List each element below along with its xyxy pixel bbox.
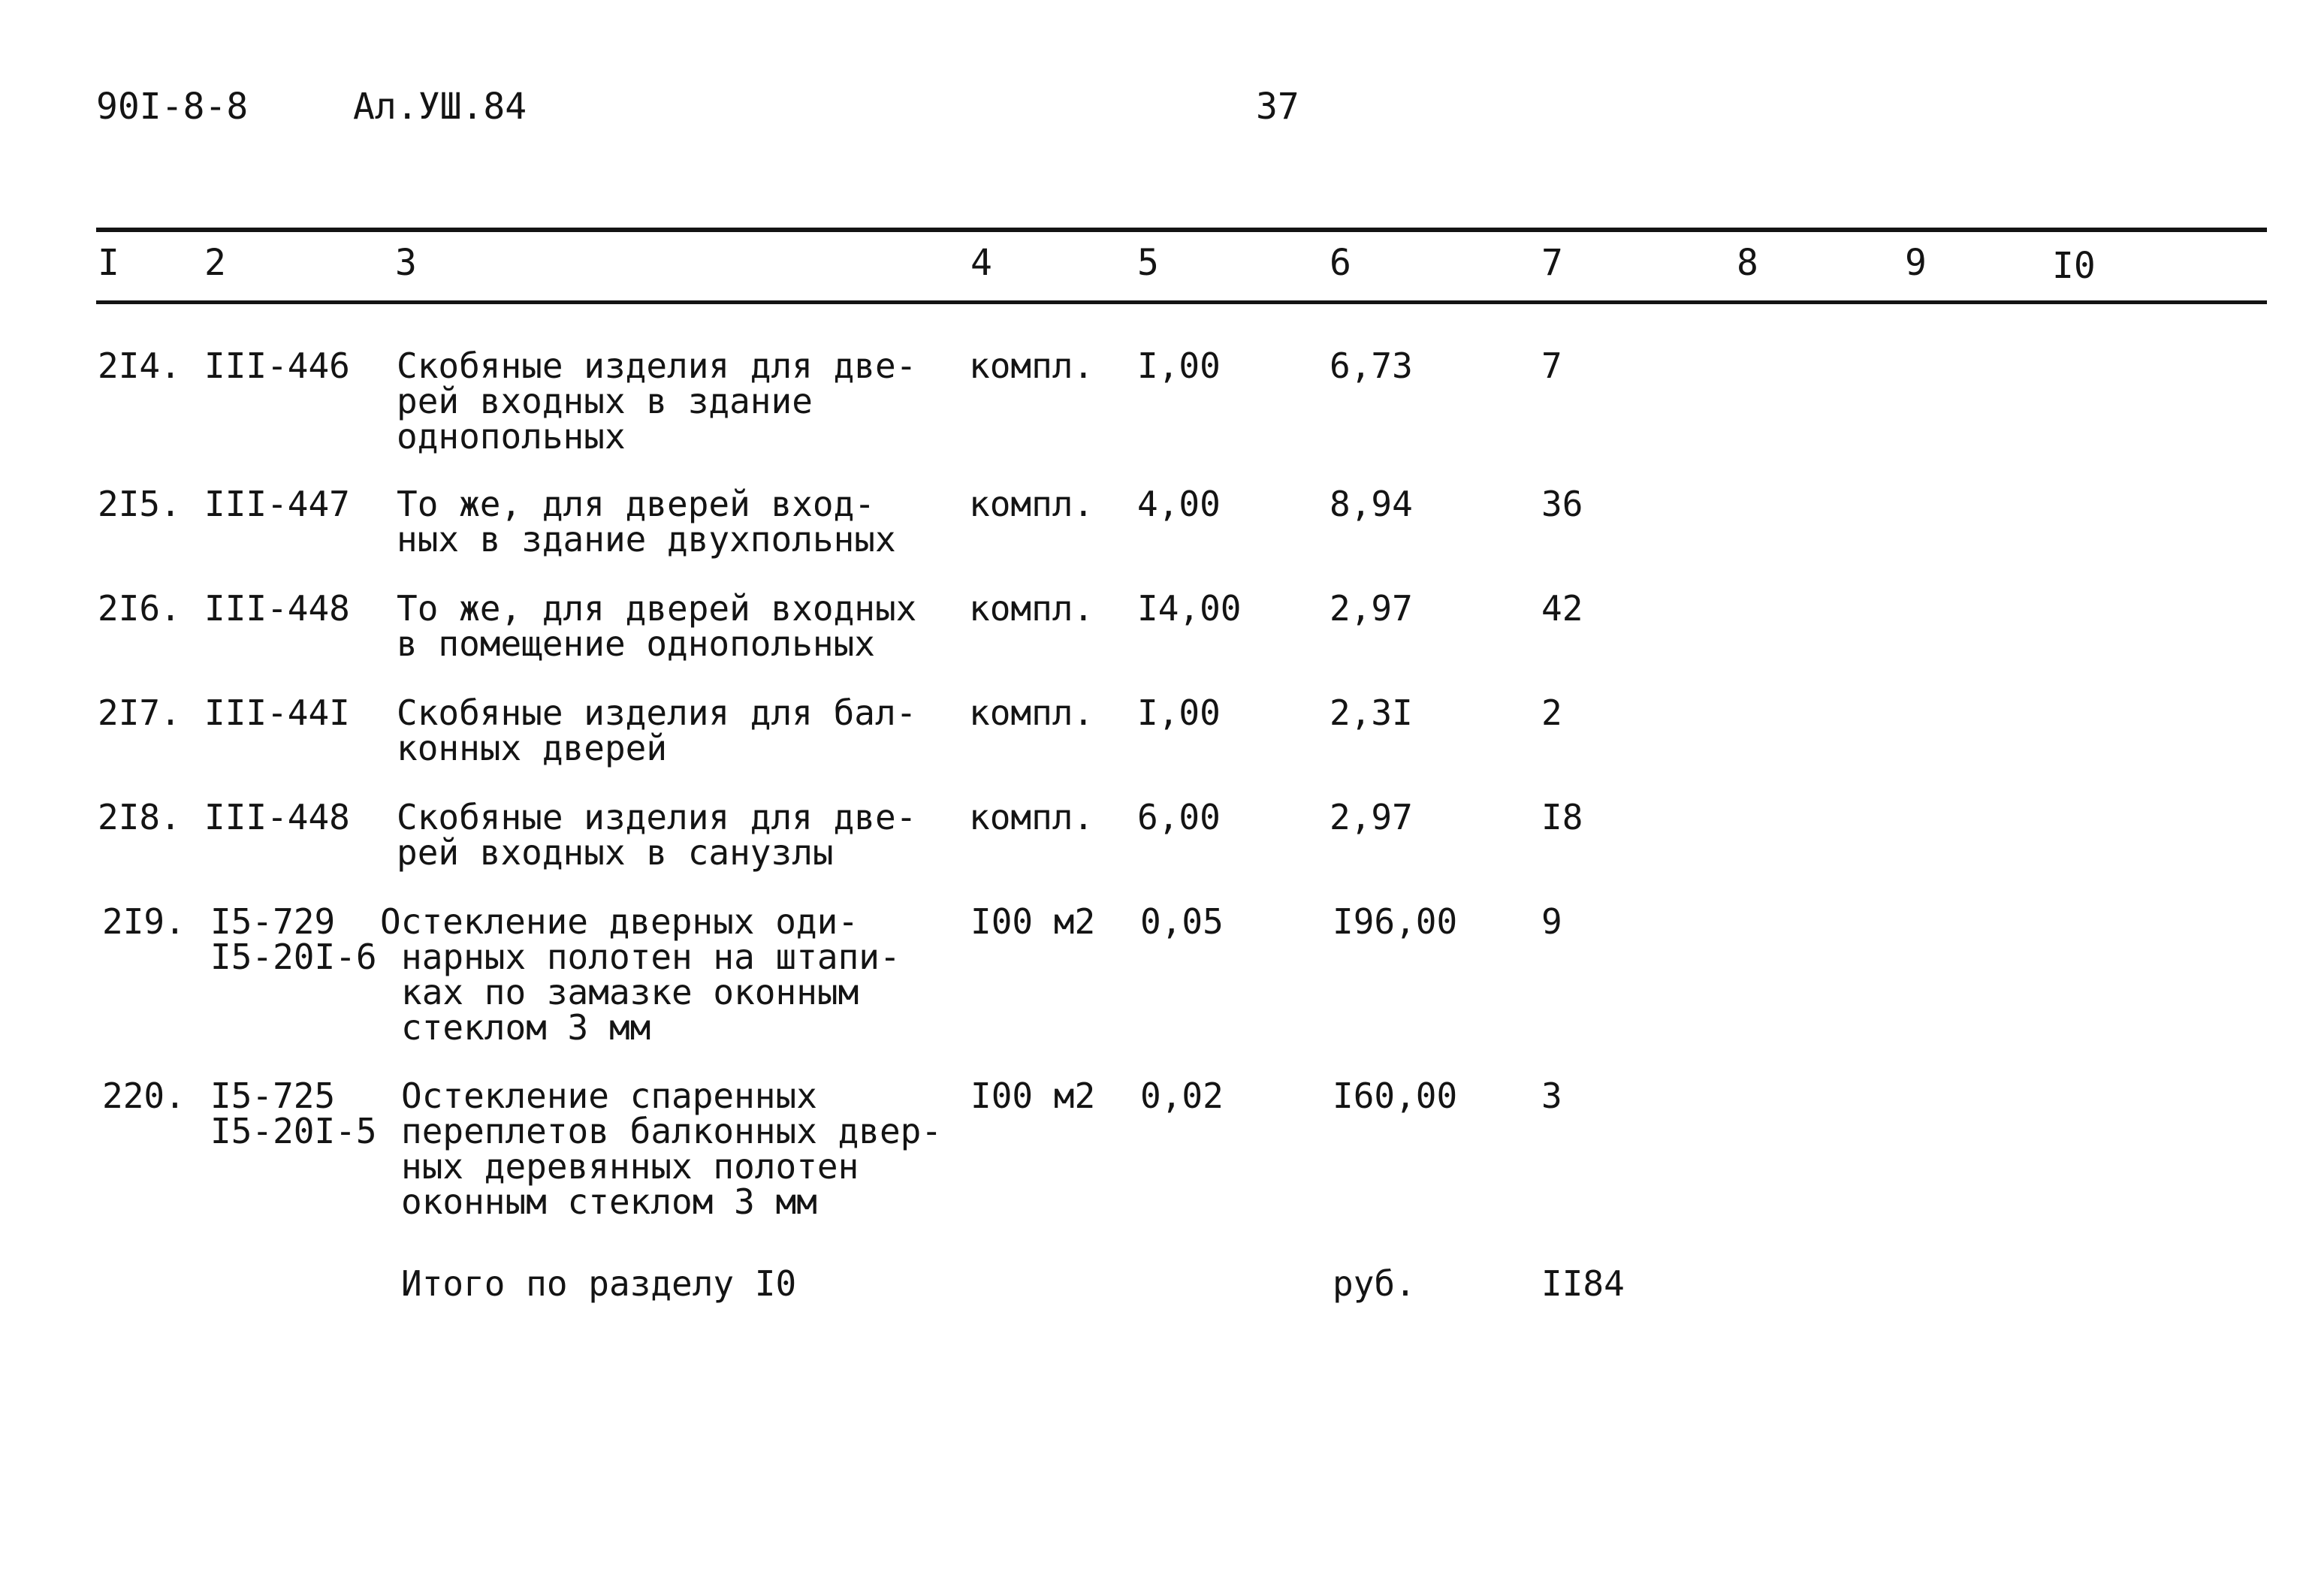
row-219-desc-line-2: нарных полотен на штапи- — [401, 937, 901, 977]
row-216-price: 2,97 — [1330, 588, 1413, 629]
column-header-7: 7 — [1541, 242, 1563, 284]
row-216-unit: компл. — [969, 588, 1094, 629]
row-218-desc-line-2: рей входных в санузлы — [397, 832, 834, 873]
row-219-total: 9 — [1541, 901, 1562, 942]
row-215-desc-line-1: То же, для дверей вход- — [397, 484, 875, 524]
column-header-3: 3 — [395, 242, 417, 284]
row-214-total: 7 — [1541, 345, 1562, 386]
row-214-desc-line-3: однопольных — [397, 416, 626, 457]
row-216-quantity: I4,00 — [1137, 588, 1242, 629]
row-219-code-line-2: I5-20I-6 — [210, 937, 377, 977]
row-216-desc-line-2: в помещение однопольных — [397, 623, 875, 664]
row-218-unit: компл. — [969, 797, 1094, 837]
row-214-price: 6,73 — [1330, 345, 1413, 386]
row-214-number: 2I4. — [98, 345, 181, 386]
row-219-quantity: 0,05 — [1140, 901, 1224, 942]
row-217-unit: компл. — [969, 692, 1094, 733]
row-216-code: III-448 — [204, 588, 350, 629]
row-218-desc-line-1: Скобяные изделия для две- — [397, 797, 917, 837]
row-217-total: 2 — [1541, 692, 1562, 733]
section-total-label: Итого по разделу I0 — [401, 1263, 797, 1304]
row-215-number: 2I5. — [98, 484, 181, 524]
row-219-code-line-1: I5-729 — [210, 901, 336, 942]
section-total-value: II84 — [1541, 1263, 1625, 1304]
row-215-price: 8,94 — [1330, 484, 1413, 524]
row-218-total: I8 — [1541, 797, 1583, 837]
row-215-total: 36 — [1541, 484, 1583, 524]
row-215-quantity: 4,00 — [1137, 484, 1221, 524]
row-220-code-line-2: I5-20I-5 — [210, 1111, 377, 1151]
row-218-price: 2,97 — [1330, 797, 1413, 837]
row-219-desc-line-1: Остекление дверных оди- — [380, 901, 859, 942]
row-219-price: I96,00 — [1333, 901, 1458, 942]
row-220-quantity: 0,02 — [1140, 1076, 1224, 1116]
row-218-code: III-448 — [204, 797, 350, 837]
row-220-unit: I00 м2 — [970, 1076, 1096, 1116]
row-215-unit: компл. — [969, 484, 1094, 524]
page-number: 37 — [1256, 86, 1299, 128]
row-214-unit: компл. — [969, 345, 1094, 386]
row-219-unit: I00 м2 — [970, 901, 1096, 942]
row-218-quantity: 6,00 — [1137, 797, 1221, 837]
row-214-code: III-446 — [204, 345, 350, 386]
row-215-code: III-447 — [204, 484, 350, 524]
row-220-price: I60,00 — [1333, 1076, 1458, 1116]
column-header-4: 4 — [970, 242, 992, 284]
row-219-desc-line-3: ках по замазке оконным — [401, 972, 859, 1012]
row-217-number: 2I7. — [98, 692, 181, 733]
column-header-6: 6 — [1330, 242, 1351, 284]
document-code: 90I-8-8 — [96, 86, 249, 128]
table-top-rule — [96, 228, 2267, 232]
column-header-10: I0 — [2052, 245, 2096, 287]
row-217-desc-line-1: Скобяные изделия для бал- — [397, 692, 917, 733]
row-216-total: 42 — [1541, 588, 1583, 629]
row-220-desc-line-1: Остекление спаренных — [401, 1076, 817, 1116]
row-215-desc-line-2: ных в здание двухпольных — [397, 519, 896, 560]
row-216-desc-line-1: То же, для дверей входных — [397, 588, 917, 629]
row-218-number: 2I8. — [98, 797, 181, 837]
row-220-total: 3 — [1541, 1076, 1562, 1116]
row-220-number: 220. — [102, 1076, 186, 1116]
row-220-desc-line-3: ных деревянных полотен — [401, 1146, 859, 1187]
row-214-desc-line-1: Скобяные изделия для две- — [397, 345, 917, 386]
row-219-number: 2I9. — [102, 901, 186, 942]
column-header-2: 2 — [204, 242, 226, 284]
row-219-desc-line-4: стеклом 3 мм — [401, 1007, 651, 1048]
album-code: Ал.УШ.84 — [353, 86, 527, 128]
column-header-1: I — [98, 242, 119, 284]
row-220-code-line-1: I5-725 — [210, 1076, 336, 1116]
table-header-rule — [96, 300, 2267, 304]
row-217-desc-line-2: конных дверей — [397, 728, 668, 768]
row-216-number: 2I6. — [98, 588, 181, 629]
row-217-code: III-44I — [204, 692, 350, 733]
column-header-5: 5 — [1137, 242, 1159, 284]
column-header-9: 9 — [1905, 242, 1927, 284]
row-214-desc-line-2: рей входных в здание — [397, 381, 813, 421]
row-214-quantity: I,00 — [1137, 345, 1221, 386]
row-217-quantity: I,00 — [1137, 692, 1221, 733]
column-header-8: 8 — [1737, 242, 1758, 284]
row-220-desc-line-2: переплетов балконных двер- — [401, 1111, 943, 1151]
row-217-price: 2,3I — [1330, 692, 1413, 733]
row-220-desc-line-4: оконным стеклом 3 мм — [401, 1181, 817, 1222]
section-total-unit: руб. — [1333, 1263, 1416, 1304]
